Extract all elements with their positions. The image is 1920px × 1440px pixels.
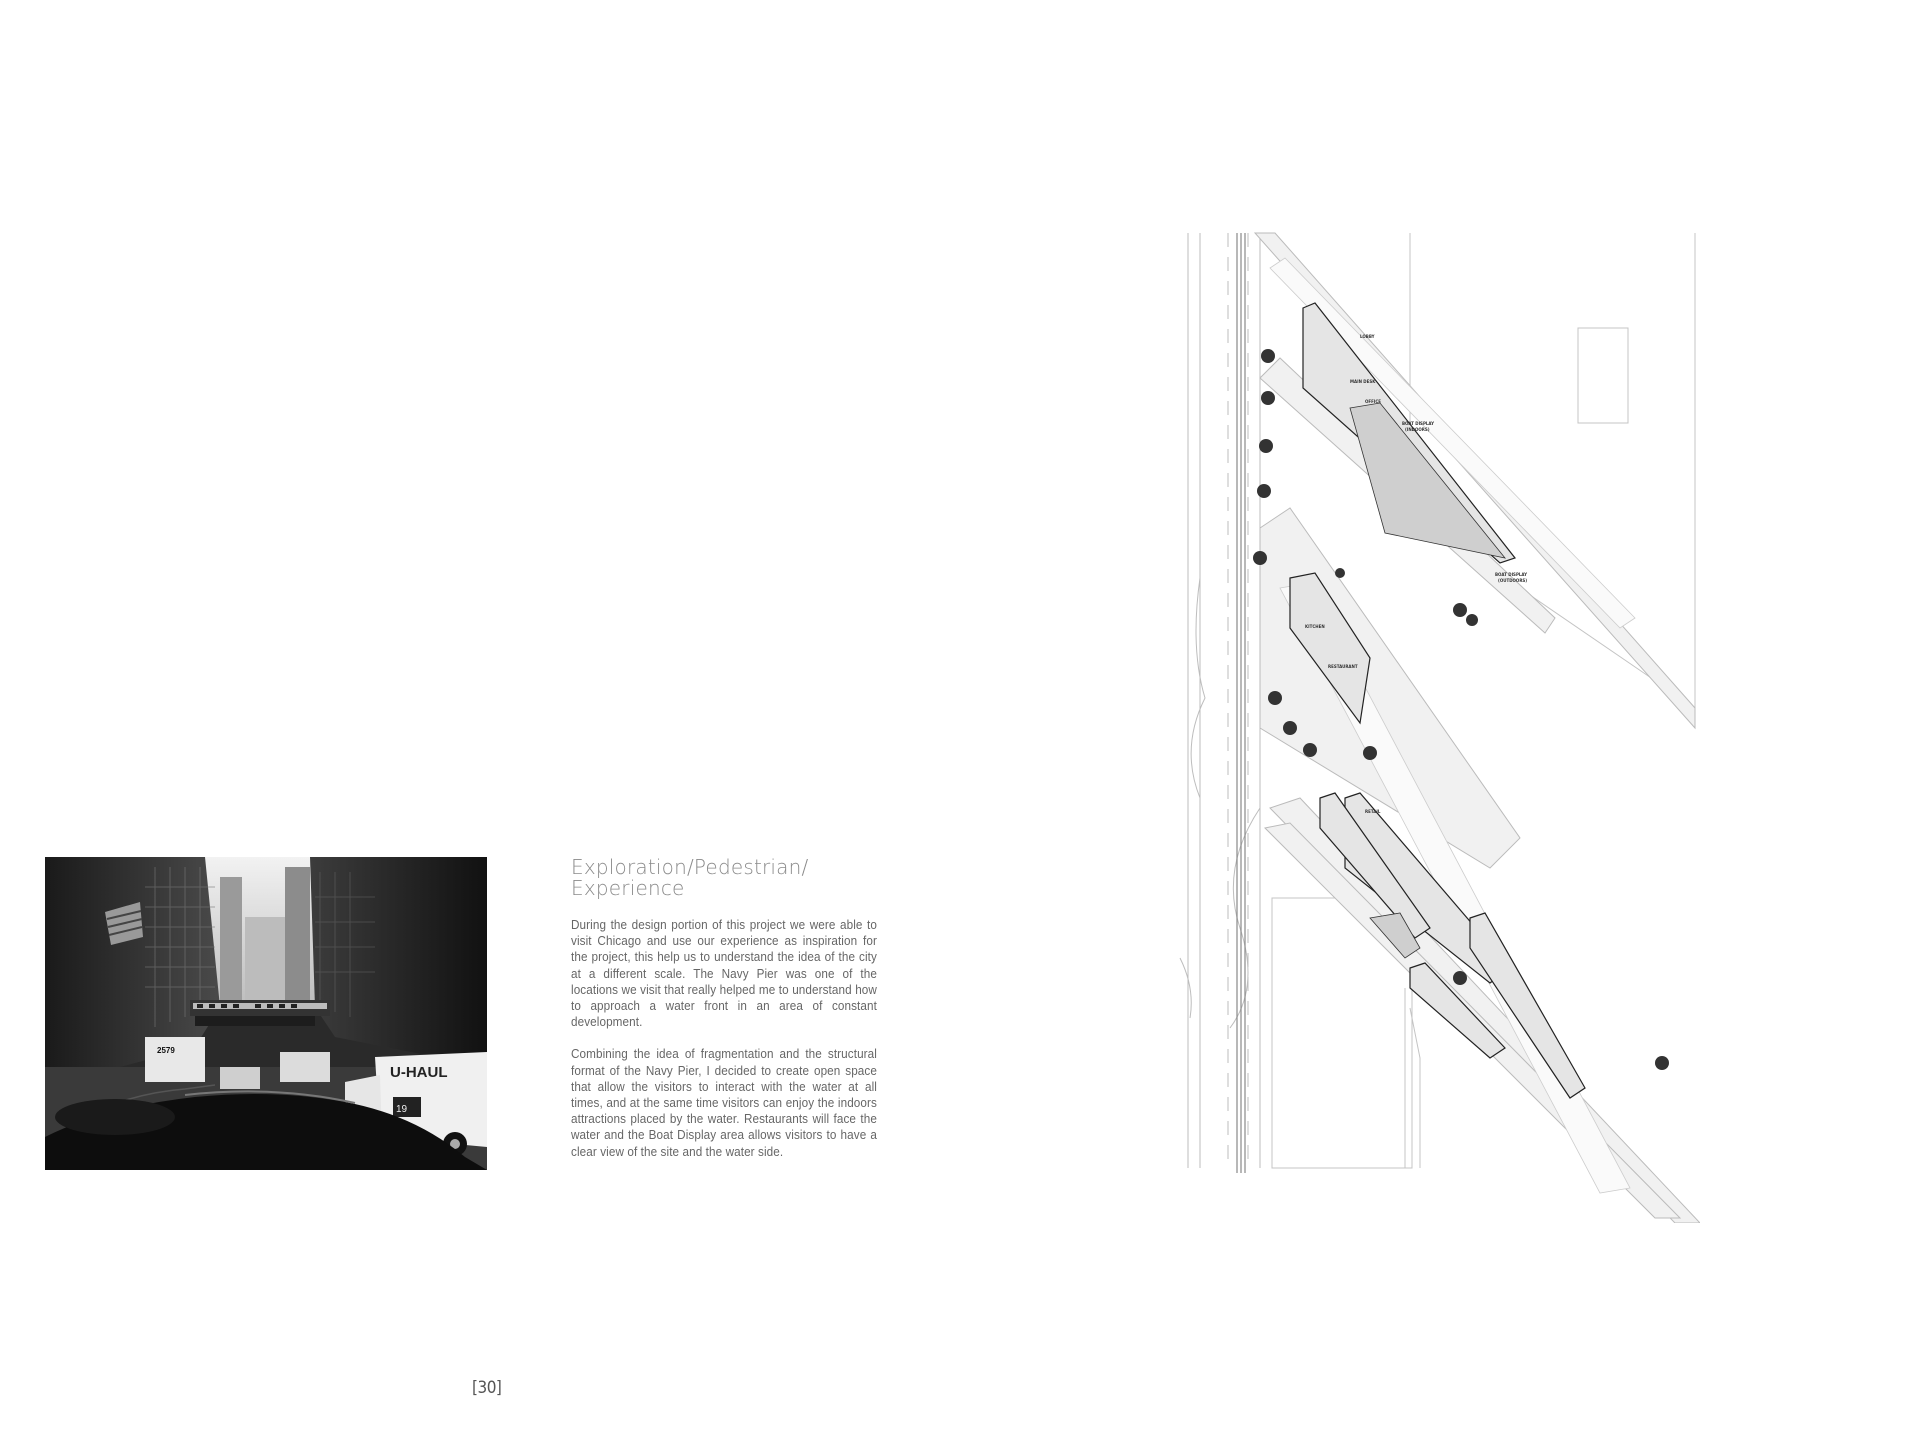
plan-label-boat-display-outdoors-2: (OUTDOORS) bbox=[1498, 578, 1528, 583]
site-plan-drawing bbox=[1160, 228, 1700, 1223]
description-column bbox=[571, 857, 877, 1160]
plan-label-boat-display-indoors-1: BOAT DISPLAY bbox=[1402, 421, 1435, 426]
uhaul-logo-text: U-HAUL bbox=[390, 1064, 448, 1081]
section-title-line-1: Exploration/Pedestrian/ bbox=[571, 855, 809, 879]
section-title bbox=[571, 857, 877, 899]
section-title-line-2: Experience bbox=[571, 876, 685, 900]
plan-label-kitchen: KITCHEN bbox=[1305, 624, 1325, 629]
chicago-street-photo bbox=[45, 857, 487, 1170]
plan-label-main-desk: MAIN DESK bbox=[1350, 379, 1376, 384]
plan-label-retail: RETAIL bbox=[1365, 809, 1381, 814]
plan-label-restaurant: RESTAURANT bbox=[1328, 664, 1358, 669]
plan-label-lobby: LOBBY bbox=[1360, 334, 1375, 339]
page-number: [30] bbox=[472, 1378, 502, 1398]
body-paragraph-1: During the design portion of this project we were able to visit Chicago and use our experience as inspiration for the project, this help us to understand the idea of the city at a different scale. The Navy Pier was one of the locations we visit that really helped me to understand how to approach a water front in an area of constant development. bbox=[571, 918, 877, 1030]
box-truck-number: 2579 bbox=[157, 1046, 175, 1055]
plan-label-office: OFFICE bbox=[1365, 399, 1382, 404]
plan-label-boat-display-indoors-2: (INDOORS) bbox=[1405, 427, 1430, 432]
uhaul-price-text: 19 bbox=[396, 1104, 408, 1115]
plan-label-boat-display-outdoors-1: BOAT DISPLAY bbox=[1495, 572, 1528, 577]
body-paragraph-2: Combining the idea of fragmentation and the structural format of the Navy Pier, I decided to create open space that allow the visitors to interact with the water at all times, and at the same time visitors can enjoy the indoors attractions placed by the water. Restaurants will face the water and the Boat Display area allows visitors to have a clear view of the site and the water side. bbox=[571, 1047, 877, 1159]
